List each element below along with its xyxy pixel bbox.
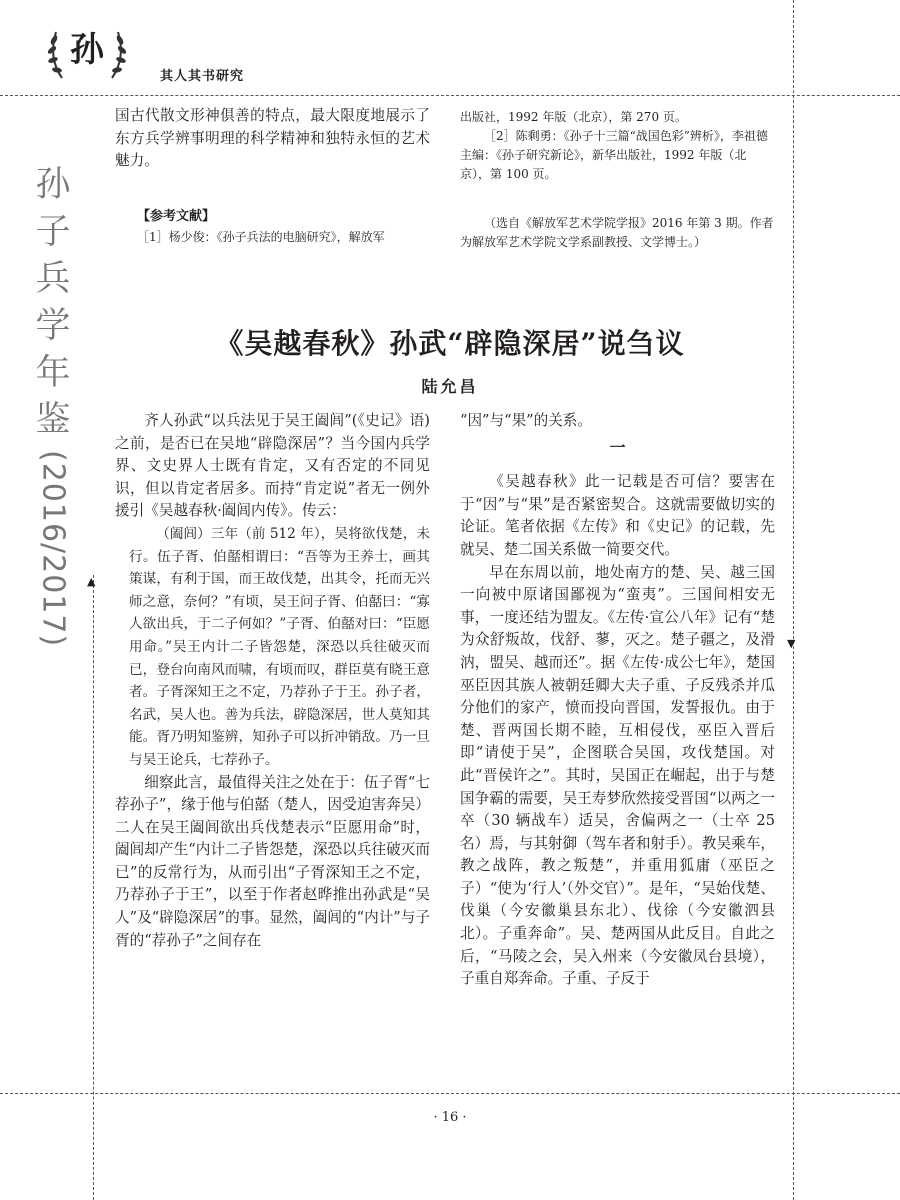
right-dashed-rule	[793, 0, 794, 1200]
quoted-passage	[115, 523, 430, 772]
reference-1: ［1］杨少俊：《孙子兵法的电脑研究》，解放军	[137, 230, 385, 244]
sidebar-char: 兵	[35, 259, 71, 299]
series-title: 其人其书研究	[160, 69, 245, 84]
intro-paragraph: 齐人孙武“以兵法见于吴王阖闾”(《史记》语)之前，是否已在吴地“辟隐深居”？当今国内兵学界、文史界人士既有肯定，又有否定的不同见识，但以肯定者居多。而持“肯定说”者无一例外援引《吴越春秋·阖闾内传》。传云：	[115, 412, 430, 520]
prev-article-conclusion	[115, 105, 430, 173]
analysis-paragraph: 细察此言，最值得关注之处在于：伍子胥“七荐孙子”，缘于他与伯嚭（楚人，因受迫害奔吴）二人在吴王阖闾欲出兵伐楚表示“臣愿用命”时，阖闾却产生“内计二子皆怨楚，深恐以兵往破灭而已”的反常行为，从而引出“子胥深知王之不定，乃荐孙子于王”，以至于作者赵晔推出孙武是“吴人”及“辟隐深居”的事。显然，阖闾的“内计”与子胥的“荐孙子”之间存在	[115, 773, 430, 949]
top-dashed-rule	[0, 95, 900, 96]
references-heading: 【参考文献】	[137, 209, 216, 224]
reference-1-continued: 出版社，1992 年版（北京），第 270 页。	[460, 110, 687, 124]
sidebar-char: 孙	[35, 165, 71, 205]
logo-glyph: 孙	[70, 30, 104, 70]
arrow-down-mark: ▼	[787, 637, 796, 650]
right-column	[460, 410, 775, 991]
source-note: （选自《解放军艺术学院学报》2016 年第 3 期。作者为解放军艺术学院文学系副教授、文学博士。）	[460, 216, 774, 249]
references-continued	[460, 108, 775, 184]
sidebar-char: 年	[35, 353, 71, 393]
left-dashed-rule	[93, 575, 94, 1200]
section-paragraph-2: 早在东周以前，地处南方的楚、吴、越三国一向被中原诸国鄙视为“蛮夷”。三国间相安无事，一度还结为盟友。《左传·宣公八年》记有“楚为众舒叛故，伐舒、蓼，灭之。楚子疆之，及滑汭，盟吴、越而还”。据《左传·成公七年》，楚国巫臣因其族人被朝廷卿大夫子重、子反残杀并瓜分他们的家产，愤而投向晋国，发誓报仇。由于楚、晋两国长期不睦，互相侵伐，巫臣入晋后即“请使于吴”，企图联合吴国，攻伐楚国。对此“晋侯许之”。其时，吴国正在崛起，出于与楚国争霸的需要，吴王寿梦欣然接受晋国“以两之一卒（30 辆战车）适吴，舍偏两之一（士卒 25 名）焉，与其射御（驾车者和射手）。教吴乘车，教之战阵，教之叛楚”，并重用狐庸（巫臣之子）“使为‘行人’（外交官）”。是年，“吴始伐楚、伐巢（今安徽巢县东北）、伐徐（今安徽泗县北）。子重奔命”。吴、楚两国从此反目。自此之后，“马陵之会，吴入州来（今安徽凤台县境），子重自郑奔命。子重、子反于	[460, 563, 775, 988]
quote-text: （阖闾）三年（前 512 年），吴将欲伐楚，未行。伍子胥、伯嚭相谓曰：“吾等为王养士，画其策谋，有利于国，而王故伐楚，出其令，托而无兴师之意，奈何？”有顷，吴王问子胥、伯嚭曰：“寡人欲出兵，于二子何如？”子胥、伯嚭对曰：“臣愿用命。”吴王内计二子皆怨楚，深恐以兵往破灭而已，登台向南风而啸，有顷而叹，群臣莫有晓王意者。子胥深知王之不定，乃荐孙子于王。孙子者，名武，吴人也。善为兵法，辟隐深居，世人莫知其能。胥乃明知鉴辨，知孙子可以折冲销敌。乃一旦与吴王论兵，七荐孙子。	[129, 525, 430, 768]
reference-2: ［2］陈剩勇：《孙子十三篇“战国色彩”辨析》，李祖德主编：《孙子研究新论》，新华出版社，1992 年版（北京），第 100 页。	[460, 129, 768, 181]
left-column	[115, 410, 430, 952]
sidebar-char: 子	[35, 212, 71, 252]
continued-line: “因”与“果”的关系。	[460, 412, 592, 429]
section-number: 一	[609, 437, 626, 457]
arrow-up-mark: ▲	[87, 575, 96, 588]
conclusion-paragraph: 国古代散文形神俱善的特点，最大限度地展示了东方兵学辨事明理的科学精神和独特永恒的艺术魅力。	[115, 107, 430, 170]
article-title: 《吴越春秋》孙武“辟隐深居”说刍议	[215, 327, 685, 360]
yearbook-sidebar	[28, 162, 78, 647]
references-block	[115, 205, 430, 247]
sidebar-year: (2016/2017)	[35, 450, 71, 648]
section-paragraph-1: 《吴越春秋》此一记载是否可信？要害在于“因”与“果”是否紧密契合。这就需要做切实的论证。笔者依据《左传》和《史记》的记载，先就吴、楚二国关系做一简要交代。	[460, 473, 775, 558]
article-author: 陆允昌	[421, 377, 479, 396]
sidebar-char: 鉴	[35, 400, 71, 440]
sidebar-char: 学	[35, 306, 71, 346]
page-number: · 16 ·	[433, 1110, 467, 1125]
bottom-dashed-rule	[0, 1093, 900, 1094]
journal-logo	[42, 18, 132, 84]
